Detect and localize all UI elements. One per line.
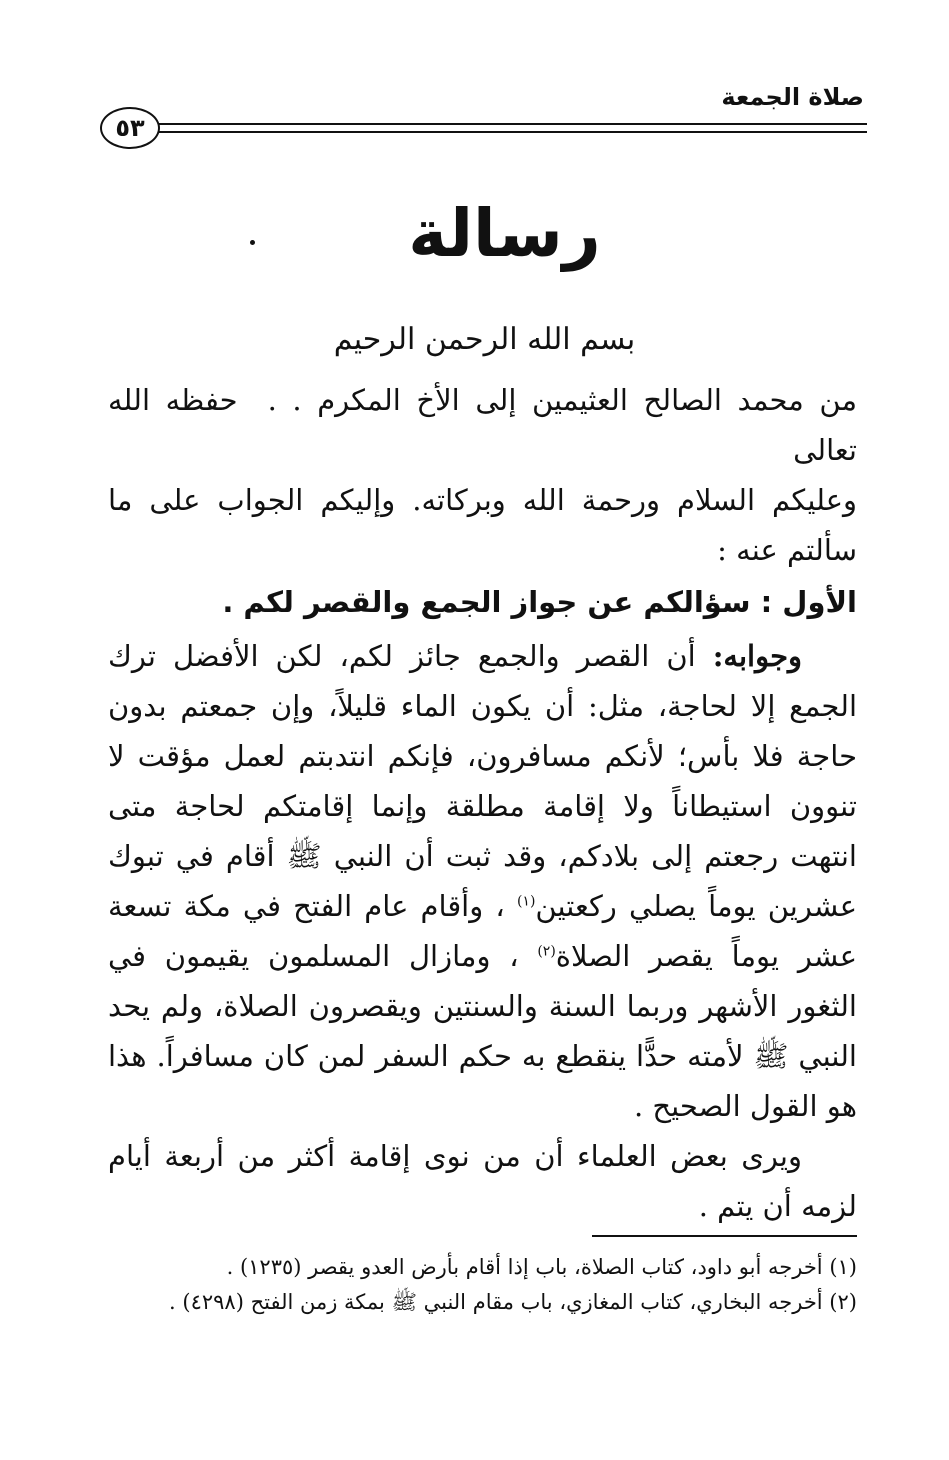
header-rule	[150, 123, 867, 133]
page-title: رسالة	[408, 195, 601, 272]
footnote-1: (١) أخرجه أبو داود، كتاب الصلاة، باب إذا أقام بأرض العدو يقصر (١٢٣٥) .	[226, 1255, 857, 1279]
footnote-ref-2: (٢)	[537, 943, 556, 960]
question-heading: الأول : سؤالكم عن جواز الجمع والقصر لكم .	[222, 585, 857, 619]
answer-text-3: ، ومازال المسلمون يقيمون في الثغور الأشهر وربما السنة والسنتين ويقصرون الصلاة، ولم يحد النبي ﷺ لأمته حدًّا ينقطع به حكم السفر لمن كان مسافراً. هذا هو القول الصحيح .	[108, 939, 857, 1123]
footnote-2: (٢) أخرجه البخاري، كتاب المغازي، باب مقام النبي ﷺ بمكة زمن الفتح (٤٢٩٨) .	[169, 1290, 857, 1314]
running-header-title: صلاة الجمعة	[721, 83, 864, 111]
sender-text: من محمد الصالح العثيمين إلى الأخ المكرم . .	[267, 383, 857, 417]
answer-text-2: ، وأقام عام الفتح في مكة تسعة عشر يوماً يقصر الصلاة	[108, 889, 858, 973]
answer-text-1: أن القصر والجمع جائز لكم، لكن الأفضل ترك الجمع إلا لحاجة، مثل: أن يكون الماء قليلاً، وإن جمعتم بدون حاجة فلا بأس؛ لأنكم مسافرون، فإنكم انتدبتم لعمل مؤقت لا تنوون استيطاناً ولا إقامة مطلقة وإنما إقامتكم لحاجة متى انتهت رجعتم إلى بلادكم، وقد ثبت أن النبي ﷺ أقام في تبوك عشرين يوماً يصلي ركعتين	[108, 639, 858, 923]
footnote-separator	[592, 1235, 857, 1237]
sender-blessing: حفظه الله تعالى	[108, 383, 857, 467]
page-number-badge: ٥٣	[100, 107, 160, 149]
final-paragraph: ويرى بعض العلماء أن من نوى إقامة أكثر من أربعة أيام لزمه أن يتم .	[108, 1139, 857, 1223]
footnote-ref-1: (١)	[516, 893, 536, 910]
footnotes	[108, 1250, 857, 1320]
answer-label: وجوابه:	[712, 639, 802, 673]
basmala: بسم الله الرحمن الرحيم	[333, 322, 636, 357]
letter-body	[108, 375, 857, 1231]
greeting-paragraph: وعليكم السلام ورحمة الله وبركاته. وإليكم الجواب على ما سألتم عنه :	[108, 483, 857, 567]
answer-paragraph	[108, 631, 857, 1131]
sender-line	[108, 375, 857, 475]
